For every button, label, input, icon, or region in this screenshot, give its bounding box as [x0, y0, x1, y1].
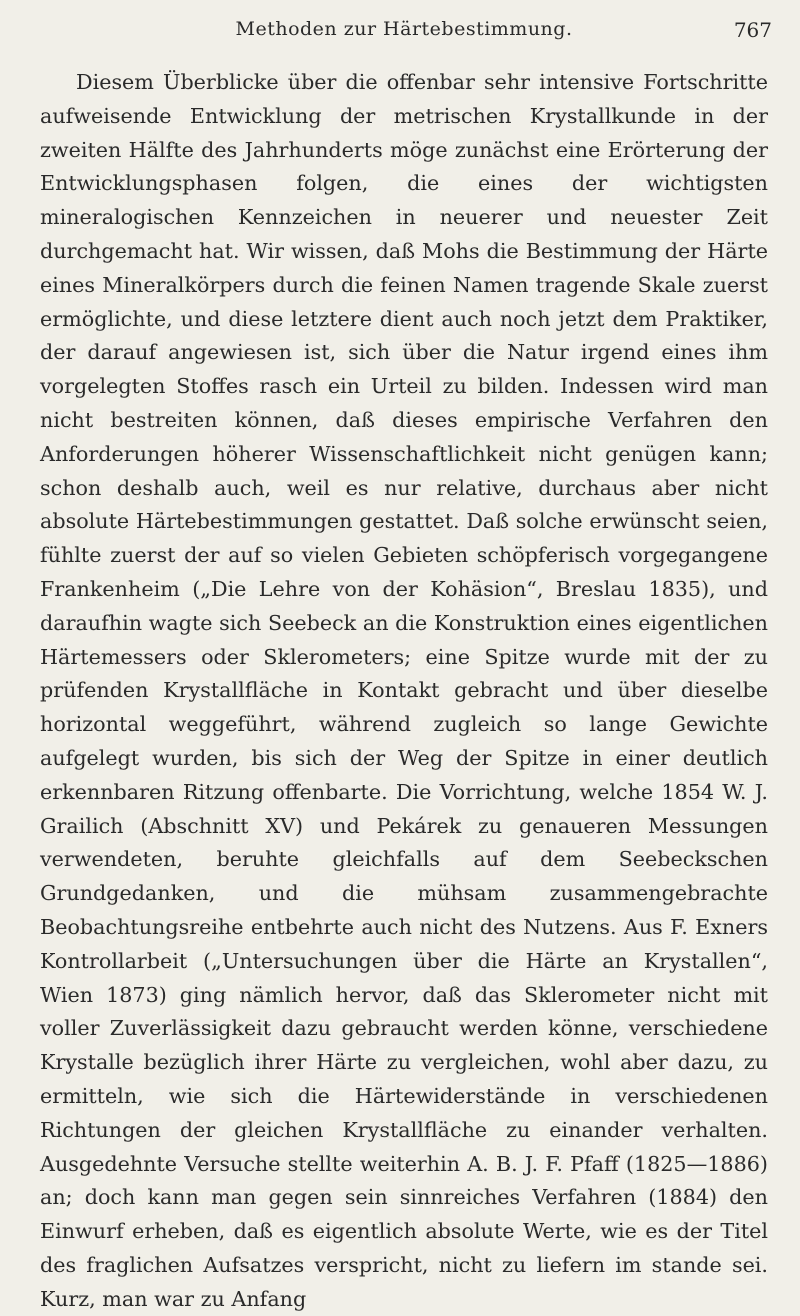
page-header — [40, 18, 772, 48]
page-number: 767 — [733, 18, 772, 42]
running-title: Methoden zur Härtebestimmung. — [235, 18, 573, 40]
body-paragraph: Diesem Überblicke über die offenbar sehr intensive Fortschritte aufweisende Entwicklung der metrischen Krystallkunde in der zweiten Hälfte des Jahrhunderts möge zunächst eine Erörterung der Entwicklungsphasen folgen, die eines der wichtigsten mineralogischen Kennzeichen in neuerer und neuester Zeit durchgemacht hat. Wir wissen, daß Mohs die Bestimmung der Härte eines Mineralkörpers durch die feinen Namen tragende Skale zuerst ermöglichte, und diese letztere dient auch noch jetzt dem Praktiker, der darauf angewiesen ist, sich über die Natur irgend eines ihm vorgelegten Stoffes rasch ein Urteil zu bilden. Indessen wird man nicht bestreiten können, daß dieses empirische Verfahren den Anforderungen höherer Wissenschaftlichkeit nicht genügen kann; schon deshalb auch, weil es nur relative, durchaus aber nicht absolute Härtebestimmungen gestattet. Daß solche erwünscht seien, fühlte zuerst der auf so vielen Gebieten schöpferisch vorgegangene Frankenheim („Die Lehre von der Kohäsion“, Breslau 1835), und daraufhin wagte sich Seebeck an die Konstruktion eines eigentlichen Härtemessers oder Sklerometers; eine Spitze wurde mit der zu prüfenden Krystallfläche in Kontakt gebracht und über dieselbe horizontal weggeführt, während zugleich so lange Gewichte aufgelegt wurden, bis sich der Weg der Spitze in einer deutlich erkennbaren Ritzung offenbarte. Die Vorrichtung, welche 1854 W. J. Grailich (Abschnitt XV) und Pekárek zu genaueren Messungen verwendeten, beruhte gleichfalls auf dem Seebeckschen Grundgedanken, und die mühsam zusammengebrachte Beobachtungsreihe entbehrte auch nicht des Nutzens. Aus F. Exners Kontrollarbeit („Untersuchungen über die Härte an Krystallen“, Wien 1873) ging nämlich hervor, daß das Sklerometer nicht mit voller Zuverlässigkeit dazu gebraucht werden könne, verschiedene Krystalle bezüglich ihrer Härte zu vergleichen, wohl aber dazu, zu ermitteln, wie sich die Härtewiderstände in verschiedenen Richtungen der gleichen Krystallfläche zu einander verhalten. Ausgedehnte Versuche stellte weiterhin A. B. J. F. Pfaff (1825—1886) an; doch kann man gegen sein sinnreiches Verfahren (1884) den Einwurf erheben, daß es eigentlich absolute Werte, wie es der Titel des fraglichen Aufsatzes verspricht, nicht zu liefern im stande sei. Kurz, man war zu Anfang — [40, 70, 768, 1311]
